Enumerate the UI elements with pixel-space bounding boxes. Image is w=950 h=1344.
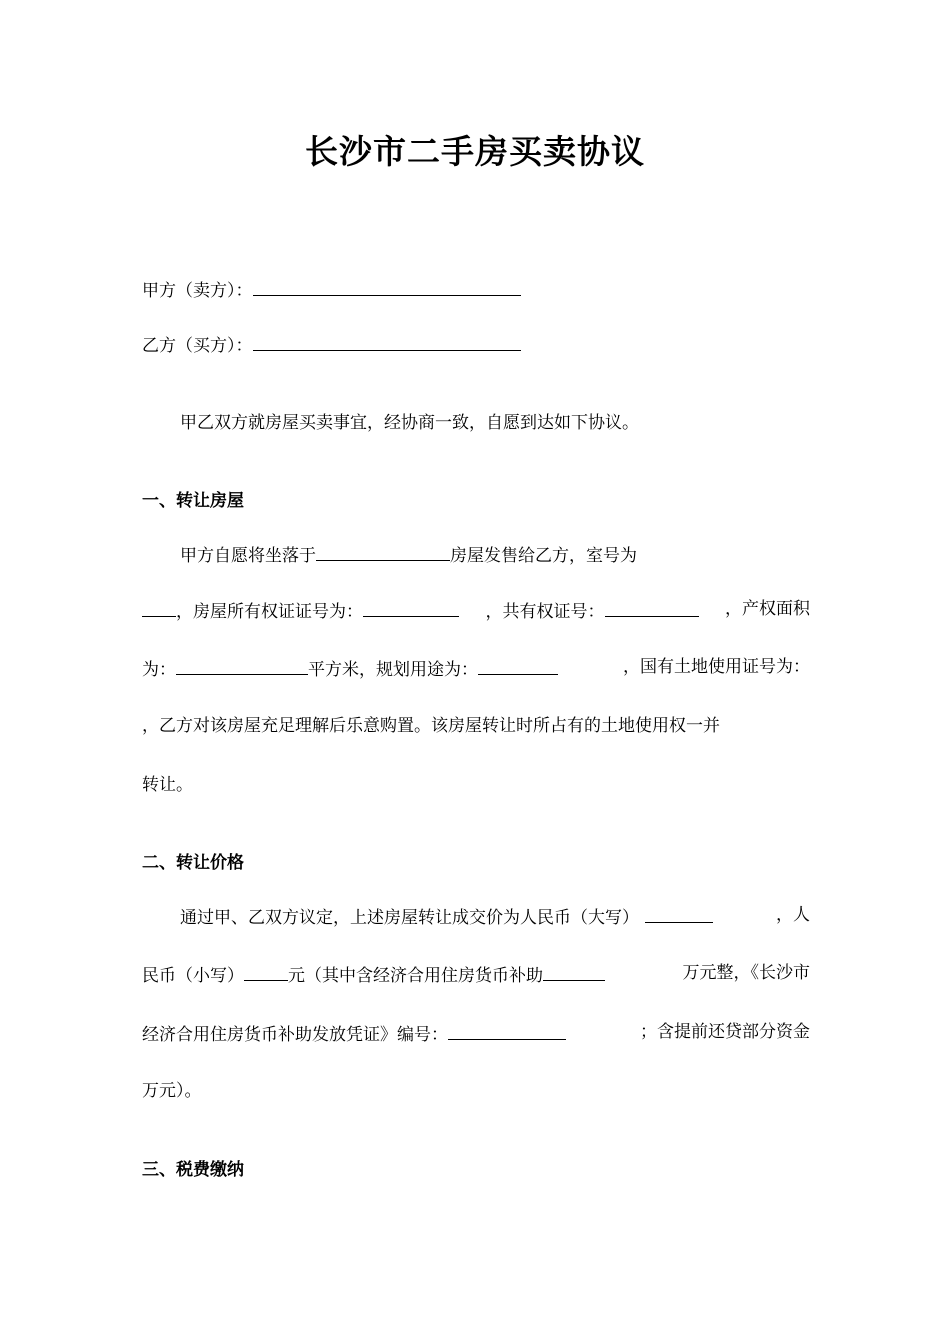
- s1-l2-text-b: ，共有权证号：: [485, 602, 605, 622]
- intro-paragraph: [142, 410, 848, 436]
- section-1-line-5: 转让。: [142, 775, 193, 795]
- co-ownership-cert-blank[interactable]: [605, 596, 699, 617]
- section-2-heading: 二、转让价格: [142, 853, 244, 873]
- party-a-label: 甲方（卖方）：: [142, 281, 253, 301]
- price-uppercase-blank[interactable]: [645, 902, 713, 923]
- intro-text: 甲乙双方就房屋买卖事宜，经协商一致，自愿到达如下协议。: [180, 413, 639, 433]
- subsidy-amount-blank[interactable]: [543, 960, 605, 981]
- usage-blank[interactable]: [478, 654, 558, 675]
- s1-l2-text-c: ，产权面积: [725, 599, 810, 619]
- section-1-heading: 一、转让房屋: [142, 491, 244, 511]
- s1-l3-text-a: 为：: [142, 660, 176, 680]
- voucher-number-blank[interactable]: [448, 1019, 566, 1040]
- section-2-line-2: [142, 960, 810, 989]
- section-3-heading: 三、税费缴纳: [142, 1160, 244, 1180]
- party-b-blank[interactable]: [253, 330, 521, 351]
- location-blank[interactable]: [316, 540, 450, 561]
- s1-l1-text-a: 甲方自愿将坐落于: [180, 546, 316, 566]
- s2-l3-text-a: 经济合用住房货币补助发放凭证》编号：: [142, 1025, 448, 1045]
- s2-l1-text-a: 通过甲、乙双方议定，上述房屋转让成交价为人民币（大写）: [180, 908, 639, 928]
- party-a-blank[interactable]: [253, 275, 521, 296]
- ownership-cert-blank[interactable]: [363, 596, 459, 617]
- party-a-line: [142, 275, 810, 304]
- section-2-line-4: 万元）。: [142, 1081, 202, 1101]
- party-b-line: [142, 330, 810, 359]
- s2-l2-text-c: 万元整，《长沙市: [682, 963, 810, 983]
- room-number-blank[interactable]: [142, 596, 176, 617]
- s2-l2-text-a: 民币（小写）: [142, 966, 244, 986]
- section-1-line-4: ，乙方对该房屋充足理解后乐意购置。该房屋转让时所占有的土地使用权一并: [142, 716, 720, 736]
- s1-l2-text-a: ，房屋所有权证证号为：: [176, 602, 363, 622]
- s2-l2-text-b: 元（其中含经济合用住房货币补助: [288, 966, 543, 986]
- party-b-label: 乙方（买方）：: [142, 336, 253, 356]
- s1-l3-text-c: ，国有土地使用证号为：: [623, 657, 810, 677]
- section-1-line-1: [142, 540, 848, 569]
- section-2-line-1: [142, 902, 810, 931]
- s1-l1-text-b: 房屋发售给乙方，室号为: [450, 546, 637, 566]
- section-1-line-2: [142, 596, 810, 625]
- document-title: 长沙市二手房买卖协议: [305, 132, 645, 171]
- s2-l3-text-b: ；含提前还贷部分资金: [640, 1022, 810, 1042]
- s2-l1-text-b: ，人: [776, 905, 810, 925]
- section-2-line-3: [142, 1019, 810, 1048]
- area-blank[interactable]: [176, 654, 308, 675]
- price-number-blank[interactable]: [244, 960, 288, 981]
- section-1-line-3: [142, 654, 810, 683]
- s1-l3-text-b: 平方米，规划用途为：: [308, 660, 478, 680]
